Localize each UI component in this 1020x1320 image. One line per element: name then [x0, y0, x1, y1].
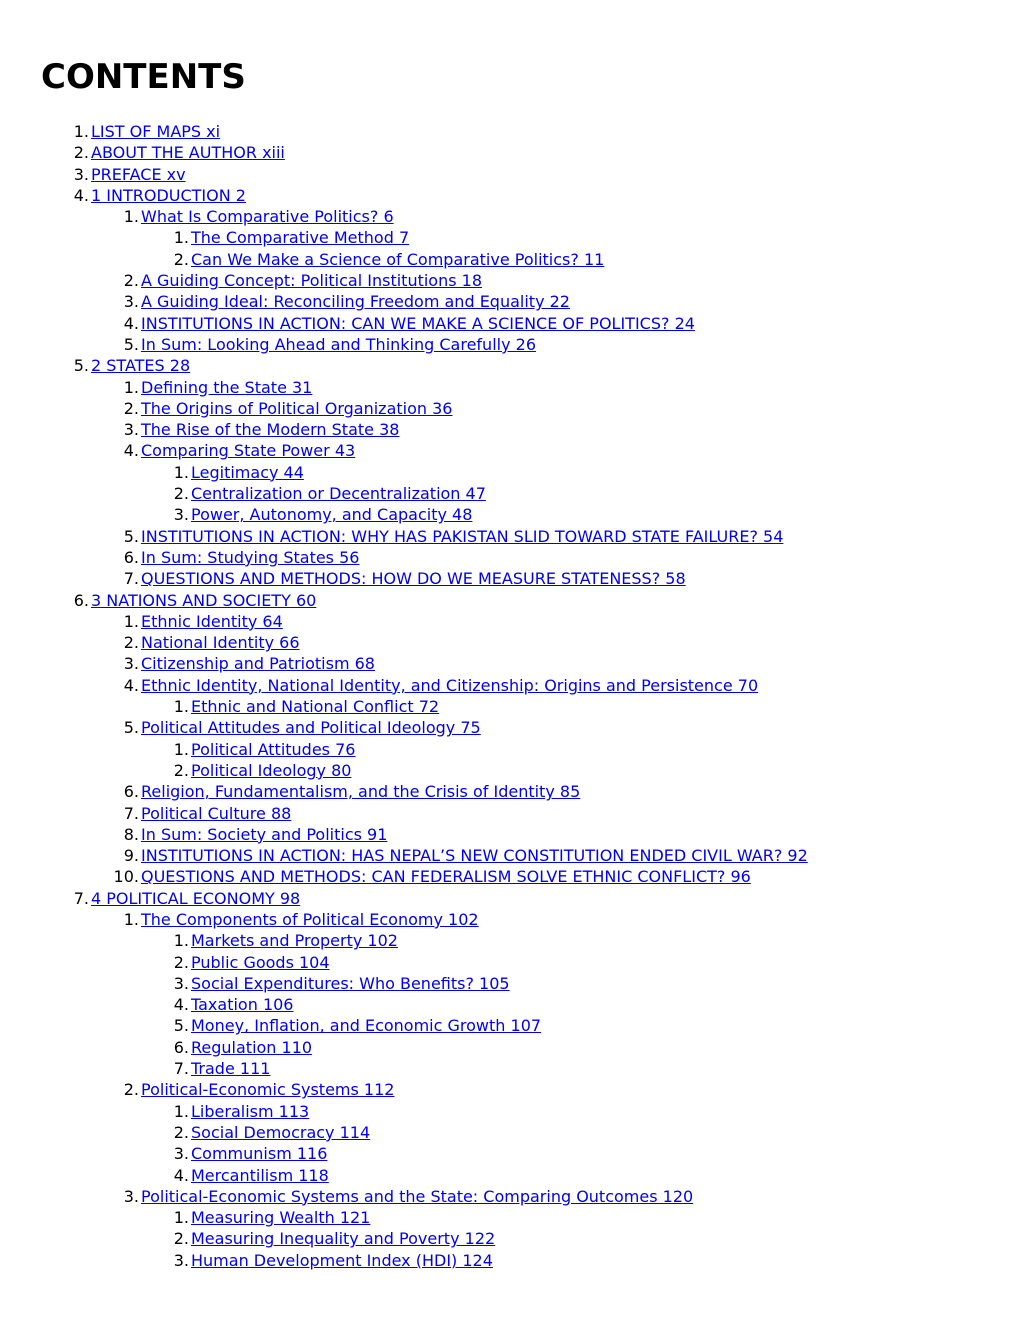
toc-entry-link[interactable]: Political Attitudes and Political Ideology 75	[141, 718, 481, 738]
toc-entry-number: 6.	[73, 590, 89, 610]
toc-entry-number: 2.	[123, 1080, 139, 1100]
toc-entry-number: 9.	[123, 846, 139, 866]
toc-entry	[41, 526, 1020, 547]
toc-entry-number: 3.	[123, 1186, 139, 1206]
toc-entry	[41, 1143, 1020, 1164]
toc-entry-link[interactable]: In Sum: Looking Ahead and Thinking Carefully 26	[141, 334, 536, 354]
toc-entry-number: 5.	[123, 334, 139, 354]
toc-entry-link[interactable]: Ethnic and National Conflict 72	[191, 697, 440, 717]
toc-entry-number: 1.	[123, 909, 139, 929]
toc-entry-link[interactable]: A Guiding Ideal: Reconciling Freedom and Equality 22	[141, 292, 570, 312]
toc-entry-number: 6.	[123, 547, 139, 567]
toc-entry	[41, 930, 1020, 951]
toc-entry	[41, 675, 1020, 696]
toc-entry-number: 1.	[73, 122, 89, 141]
toc-entry-number: 4.	[173, 1165, 189, 1185]
toc-entry-link[interactable]: PREFACE xv	[91, 164, 186, 184]
toc-entry-number: 2.	[173, 484, 189, 504]
toc-entry-number: 3.	[123, 654, 139, 674]
toc-entry-link[interactable]: The Origins of Political Organization 36	[141, 398, 453, 418]
toc-entry-number: 4.	[123, 675, 139, 695]
toc-entry	[41, 1015, 1020, 1036]
toc-entry-number: 1.	[173, 1101, 189, 1121]
toc-entry	[41, 185, 1020, 206]
toc-entry-link[interactable]: The Comparative Method 7	[191, 228, 410, 248]
toc-entry	[41, 632, 1020, 653]
toc-entry	[41, 653, 1020, 674]
toc-entry-number: 3.	[123, 292, 139, 312]
page-title: CONTENTS	[41, 57, 246, 97]
toc-entry	[41, 824, 1020, 845]
toc-entry	[41, 483, 1020, 504]
toc-entry	[41, 547, 1020, 568]
toc-entry	[41, 377, 1020, 398]
toc-entry-link[interactable]: QUESTIONS AND METHODS: HOW DO WE MEASURE STATENESS? 58	[141, 569, 686, 589]
toc-entry	[41, 462, 1020, 483]
toc-entry-number: 2.	[173, 1229, 189, 1249]
toc-entry-number: 2.	[123, 271, 139, 291]
toc-entry-link[interactable]: Public Goods 104	[191, 952, 330, 972]
toc-entry	[41, 398, 1020, 419]
toc-entry	[41, 888, 1020, 909]
toc-entry-number: 2.	[173, 1122, 189, 1142]
toc-entry	[41, 781, 1020, 802]
toc-entry	[41, 313, 1020, 334]
toc-entry-link[interactable]: Comparing State Power 43	[141, 441, 356, 461]
toc-entry-number: 1.	[173, 739, 189, 759]
toc-entry-number: 3.	[123, 420, 139, 440]
toc-entry	[41, 568, 1020, 589]
toc-entry	[41, 909, 1020, 930]
toc-entry-link[interactable]: QUESTIONS AND METHODS: CAN FEDERALISM SOLVE ETHNIC CONFLICT? 96	[141, 867, 751, 887]
toc-entry	[41, 164, 1020, 185]
toc-entry	[41, 866, 1020, 887]
toc-entry	[41, 760, 1020, 781]
toc-entry-link[interactable]: Citizenship and Patriotism 68	[141, 654, 375, 674]
toc-entry-link[interactable]: Political-Economic Systems 112	[141, 1080, 395, 1100]
toc-entry	[41, 270, 1020, 291]
toc-entry	[41, 1037, 1020, 1058]
toc-entry-number: 4.	[173, 995, 189, 1015]
toc-entry-link[interactable]: Political-Economic Systems and the State: Comparing Outcomes 120	[141, 1186, 694, 1206]
toc-entry	[41, 952, 1020, 973]
toc-entry-link[interactable]: Political Attitudes 76	[191, 739, 356, 759]
toc-entry	[41, 696, 1020, 717]
toc-entry-link[interactable]: A Guiding Concept: Political Institutions 18	[141, 271, 483, 291]
toc-entry-link[interactable]: INSTITUTIONS IN ACTION: HAS NEPAL’S NEW CONSTITUTION ENDED CIVIL WAR? 92	[141, 846, 808, 866]
toc-entry-number: 1.	[123, 611, 139, 631]
toc-entry	[41, 803, 1020, 824]
toc-entry-link[interactable]: Centralization or Decentralization 47	[191, 484, 486, 504]
toc-entry	[41, 142, 1020, 163]
toc-entry	[41, 611, 1020, 632]
toc-entry-link[interactable]: 3 NATIONS AND SOCIETY 60	[91, 590, 317, 610]
toc-entry-link[interactable]: Can We Make a Science of Comparative Politics? 11	[191, 249, 605, 269]
toc-entry-number: 4.	[123, 441, 139, 461]
toc-entry-number: 3.	[73, 164, 89, 184]
toc-entry-number: 2.	[123, 633, 139, 653]
toc-entry	[41, 504, 1020, 525]
toc-entry-link[interactable]: INSTITUTIONS IN ACTION: CAN WE MAKE A SCIENCE OF POLITICS? 24	[141, 313, 695, 333]
toc-entry-link[interactable]: Religion, Fundamentalism, and the Crisis of Identity 85	[141, 782, 581, 802]
toc-entry	[41, 1122, 1020, 1143]
toc-entry-link[interactable]: Trade 111	[191, 1059, 271, 1079]
toc-entry-link[interactable]: Social Democracy 114	[191, 1122, 371, 1142]
toc-entry	[41, 1165, 1020, 1186]
toc-entry	[41, 227, 1020, 248]
toc-entry-link[interactable]: Measuring Wealth 121	[191, 1208, 371, 1228]
toc-entry-number: 3.	[173, 1250, 189, 1270]
toc-entry	[41, 291, 1020, 312]
table-of-contents	[41, 121, 1020, 1271]
toc-entry-link[interactable]: Defining the State 31	[141, 377, 313, 397]
toc-entry-link[interactable]: LIST OF MAPS xi	[91, 122, 221, 141]
toc-entry-link[interactable]: In Sum: Society and Politics 91	[141, 824, 388, 844]
toc-entry-number: 10.	[113, 867, 139, 887]
toc-entry-number: 7.	[123, 803, 139, 823]
toc-entry-number: 3.	[173, 973, 189, 993]
toc-entry	[41, 355, 1020, 376]
toc-entry-link[interactable]: The Rise of the Modern State 38	[141, 420, 400, 440]
toc-entry-link[interactable]: The Components of Political Economy 102	[141, 909, 479, 929]
toc-entry-link[interactable]: Legitimacy 44	[191, 462, 304, 482]
toc-entry-link[interactable]: Ethnic Identity, National Identity, and Citizenship: Origins and Persistence 70	[141, 675, 759, 695]
toc-entry-link[interactable]: In Sum: Studying States 56	[141, 547, 360, 567]
toc-entry-link[interactable]: Liberalism 113	[191, 1101, 310, 1121]
toc-entry	[41, 121, 1020, 142]
toc-entry-link[interactable]: Ethnic Identity 64	[141, 611, 283, 631]
toc-entry	[41, 1250, 1020, 1271]
toc-entry-number: 1.	[173, 931, 189, 951]
toc-entry-link[interactable]: Mercantilism 118	[191, 1165, 329, 1185]
toc-entry-link[interactable]: 2 STATES 28	[91, 356, 191, 376]
toc-entry-link[interactable]: Regulation 110	[191, 1037, 313, 1057]
toc-entry-number: 4.	[73, 185, 89, 205]
toc-entry-number: 2.	[173, 249, 189, 269]
toc-entry-number: 7.	[123, 569, 139, 589]
toc-entry-number: 3.	[173, 505, 189, 525]
toc-entry-link[interactable]: What Is Comparative Politics? 6	[141, 207, 394, 227]
toc-entry-number: 6.	[173, 1037, 189, 1057]
toc-entry-number: 1.	[173, 1208, 189, 1228]
toc-entry-number: 5.	[123, 526, 139, 546]
toc-entry	[41, 717, 1020, 738]
toc-entry-number: 6.	[123, 782, 139, 802]
toc-entry	[41, 249, 1020, 270]
toc-entry-number: 1.	[173, 462, 189, 482]
toc-entry	[41, 739, 1020, 760]
toc-entry-link[interactable]: ABOUT THE AUTHOR xiii	[91, 143, 285, 163]
toc-entry-link[interactable]: Social Expenditures: Who Benefits? 105	[191, 973, 510, 993]
toc-entry-number: 3.	[173, 1144, 189, 1164]
toc-entry-number: 2.	[173, 760, 189, 780]
toc-entry-link[interactable]: Political Ideology 80	[191, 760, 352, 780]
toc-entry-number: 4.	[123, 313, 139, 333]
toc-entry-number: 1.	[123, 207, 139, 227]
toc-entry-number: 7.	[173, 1059, 189, 1079]
toc-entry-link[interactable]: Measuring Inequality and Poverty 122	[191, 1229, 496, 1249]
toc-entry-number: 5.	[123, 718, 139, 738]
toc-entry	[41, 206, 1020, 227]
toc-entry	[41, 994, 1020, 1015]
toc-entry-link[interactable]: 1 INTRODUCTION 2	[91, 185, 246, 205]
toc-entry-number: 8.	[123, 824, 139, 844]
toc-entry-number: 1.	[173, 697, 189, 717]
toc-entry-number: 7.	[73, 888, 89, 908]
toc-entry-number: 5.	[173, 1016, 189, 1036]
toc-entry	[41, 1058, 1020, 1079]
toc-entry	[41, 1101, 1020, 1122]
toc-entry-number: 2.	[73, 143, 89, 163]
toc-entry-link[interactable]: Communism 116	[191, 1144, 328, 1164]
toc-entry-link[interactable]: Political Culture 88	[141, 803, 292, 823]
toc-entry	[41, 973, 1020, 994]
toc-entry-number: 2.	[173, 952, 189, 972]
toc-entry-link[interactable]: 4 POLITICAL ECONOMY 98	[91, 888, 301, 908]
toc-entry	[41, 419, 1020, 440]
toc-entry	[41, 334, 1020, 355]
toc-entry-link[interactable]: Human Development Index (HDI) 124	[191, 1250, 493, 1270]
toc-entry	[41, 590, 1020, 611]
toc-entry-link[interactable]: National Identity 66	[141, 633, 300, 653]
toc-entry-link[interactable]: INSTITUTIONS IN ACTION: WHY HAS PAKISTAN SLID TOWARD STATE FAILURE? 54	[141, 526, 784, 546]
toc-entry-number: 1.	[123, 377, 139, 397]
toc-entry	[41, 440, 1020, 461]
toc-entry	[41, 1228, 1020, 1249]
toc-entry	[41, 1079, 1020, 1100]
toc-entry	[41, 845, 1020, 866]
toc-entry-link[interactable]: Power, Autonomy, and Capacity 48	[191, 505, 473, 525]
toc-entry-link[interactable]: Taxation 106	[191, 995, 294, 1015]
toc-entry-link[interactable]: Money, Inflation, and Economic Growth 107	[191, 1016, 542, 1036]
toc-entry-number: 2.	[123, 398, 139, 418]
toc-entry-number: 1.	[173, 228, 189, 248]
toc-entry	[41, 1186, 1020, 1207]
toc-entry-number: 5.	[73, 356, 89, 376]
toc-entry-link[interactable]: Markets and Property 102	[191, 931, 398, 951]
toc-entry	[41, 1207, 1020, 1228]
